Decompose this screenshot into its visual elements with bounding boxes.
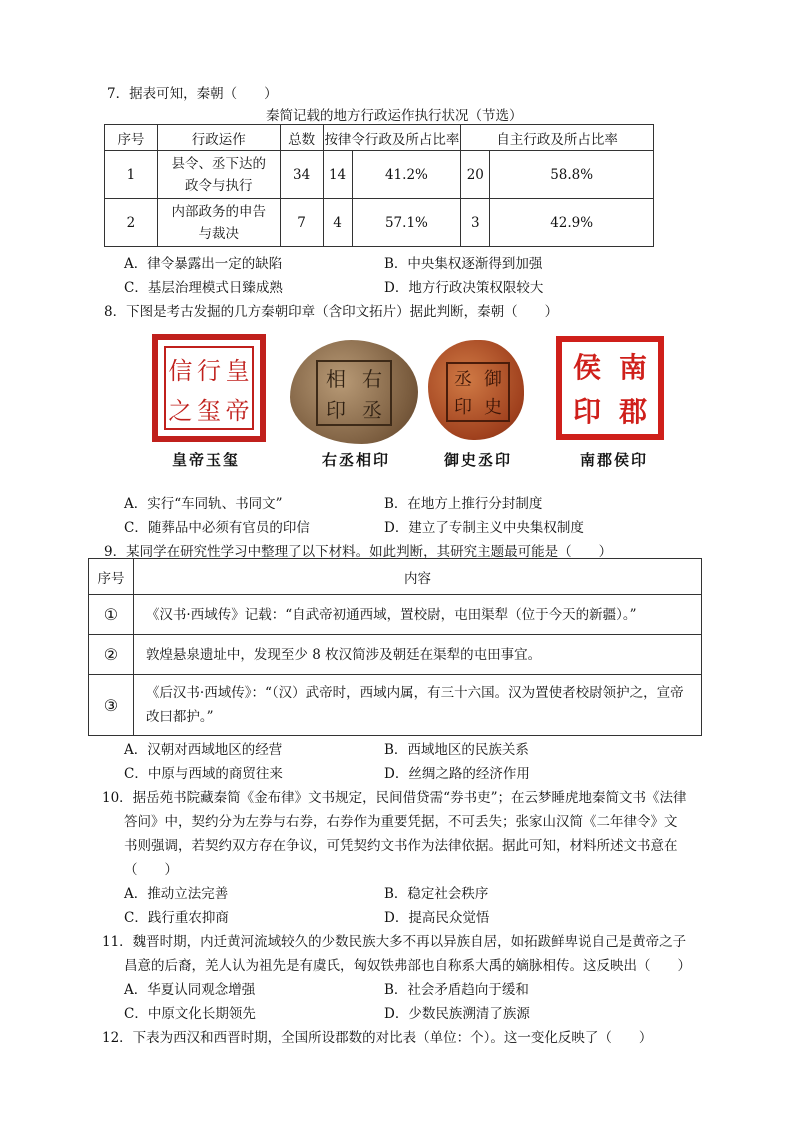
q11-stem-line: 昌意的后裔，羌人认为祖先是有虞氏，匈奴铁弗部也自称系大禹的嫡脉相传。这反映出（ ）: [124, 958, 691, 974]
q7-op-line2: 与裁决: [198, 225, 239, 242]
q7-cell-no: 1: [105, 151, 158, 199]
seal-caption: 御史丞印: [444, 451, 513, 469]
q7-header-autonomous: 自主行政及所占比率: [461, 125, 654, 151]
q7-op-line1: 内部政务的申告: [171, 203, 266, 220]
q9-stem: 9．某同学在研究性学习中整理了以下材料。如此判断，其研究主题最可能是（ ）: [104, 544, 613, 560]
q7-cell-auto-pct: 58.8%: [490, 151, 654, 199]
q9-table: [88, 558, 702, 736]
q10-option-c[interactable]: C．践行重农抑商: [124, 910, 229, 926]
table-row: [89, 635, 702, 675]
q7-option-d[interactable]: D．地方行政决策权限较大: [384, 280, 544, 296]
q7-cell-law-count: 4: [323, 199, 352, 247]
q7-cell-auto-pct: 42.9%: [490, 199, 654, 247]
seal-imperial-jade: [152, 334, 266, 442]
q10-option-a[interactable]: A．推动立法完善: [124, 886, 229, 902]
table-row: [105, 151, 654, 199]
q9-header-no: 序号: [89, 559, 134, 595]
q9-option-a[interactable]: A．汉朝对西域地区的经营: [124, 742, 283, 758]
q10-stem-line: 答问》中，契约分为左券与右券，右券作为重要凭据，不可丢失；张家山汉简《二年律令》文: [124, 814, 678, 830]
seal-right-chancellor: [290, 340, 418, 444]
seal-char: 印: [572, 395, 601, 428]
q10-stem-line: 10．据岳苑书院藏秦简《金布律》文书规定，民间借贷需“券书吏”；在云梦睡虎地秦简文书《法律: [102, 790, 687, 806]
seal-char: 信: [168, 356, 193, 385]
q10-stem-line: 书则强调，若契约双方存在争议，可凭契约文书作为法律依据。据此可知，材料所述文书意在: [124, 838, 678, 854]
q7-option-a[interactable]: A．律令暴露出一定的缺陷: [124, 256, 283, 272]
q7-header-operation: 行政运作: [157, 125, 280, 151]
q7-option-b[interactable]: B．中央集权逐渐得到加强: [384, 256, 543, 272]
q12-stem: 12．下表为西汉和西晋时期，全国所设郡数的对比表（单位：个）。这一变化反映了（ ）: [102, 1030, 653, 1046]
seal-char: 行: [196, 356, 221, 385]
seal-char: 皇: [225, 356, 250, 385]
q9-option-d[interactable]: D．丝绸之路的经济作用: [384, 766, 530, 782]
q7-cell-law-pct: 41.2%: [352, 151, 461, 199]
q7-table-title: 秦简记载的地方行政运作执行状况（节选）: [266, 108, 523, 124]
seal-char: 印: [326, 398, 346, 422]
seal-char: 之: [168, 396, 193, 425]
seal-char: 郡: [618, 395, 647, 428]
q7-cell-law-pct: 57.1%: [352, 199, 461, 247]
seal-char: 御: [484, 369, 502, 390]
q8-stem: 8．下图是考古发掘的几方秦朝印章（含印文拓片）据此判断，秦朝（ ）: [104, 304, 559, 320]
q7-option-c[interactable]: C．基层治理模式日臻成熟: [124, 280, 283, 296]
q10-option-d[interactable]: D．提高民众觉悟: [384, 910, 490, 926]
q9-cell-content: 敦煌悬泉遗址中，发现至少 8 枚汉简涉及朝廷在渠犁的屯田事宜。: [133, 635, 701, 675]
q7-header-total: 总数: [280, 125, 323, 151]
q9-header-content: 内容: [133, 559, 701, 595]
q11-option-d[interactable]: D．少数民族溯清了族源: [384, 1006, 530, 1022]
q9-header-row: [89, 559, 702, 595]
table-row: [89, 595, 702, 635]
q7-op-line2: 政令与执行: [185, 177, 253, 194]
seal-caption: 右丞相印: [322, 451, 391, 469]
q11-option-a[interactable]: A．华夏认同观念增强: [124, 982, 256, 998]
seal-censor-assistant: [428, 340, 524, 440]
q9-cell-content: 《后汉书·西域传》：“（汉）武帝时，西域内属，有三十六国。汉为置使者校尉领护之，宣帝改曰都护。”: [133, 675, 701, 736]
table-row: [105, 199, 654, 247]
q8-option-a[interactable]: A．实行“车同轨、书同文”: [124, 496, 283, 512]
seal-nanjun-marquis: [556, 336, 664, 440]
q11-option-b[interactable]: B．社会矛盾趋向于缓和: [384, 982, 529, 998]
q7-header-row: [105, 125, 654, 151]
seal-char: 丞: [362, 398, 382, 422]
q7-header-no: 序号: [105, 125, 158, 151]
q7-cell-operation: [157, 199, 280, 247]
seal-caption: 南郡侯印: [580, 451, 649, 469]
seal-char: 右: [362, 367, 382, 391]
q7-cell-total: 7: [280, 199, 323, 247]
q8-option-b[interactable]: B．在地方上推行分封制度: [384, 496, 543, 512]
seal-char: 印: [454, 397, 472, 418]
seal-char: 丞: [454, 369, 472, 390]
seal-char: 侯: [572, 351, 601, 384]
q9-cell-content: 《汉书·西域传》记载：“自武帝初通西域，置校尉，屯田渠犁（位于今天的新疆）。”: [133, 595, 701, 635]
q7-op-line1: 县令、丞下达的: [171, 155, 266, 172]
seal-char: 帝: [225, 396, 250, 425]
q10-option-b[interactable]: B．稳定社会秩序: [384, 886, 489, 902]
q10-stem-line: （ ）: [124, 862, 178, 878]
q11-stem-line: 11．魏晋时期，内迁黄河流域较久的少数民族大多不再以异族自居，如拓跋鲜卑说自己是黄帝之子: [102, 934, 687, 950]
q7-cell-auto-count: 3: [461, 199, 490, 247]
q8-option-c[interactable]: C．随葬品中必须有官员的印信: [124, 520, 310, 536]
seal-char: 相: [326, 367, 346, 391]
q7-stem: 7．据表可知，秦朝（ ）: [107, 86, 278, 102]
q9-cell-no: ②: [89, 635, 134, 675]
q7-cell-total: 34: [280, 151, 323, 199]
q7-cell-auto-count: 20: [461, 151, 490, 199]
q8-option-d[interactable]: D．建立了专制主义中央集权制度: [384, 520, 584, 536]
seal-caption: 皇帝玉玺: [172, 451, 241, 469]
table-row: [89, 675, 702, 736]
q11-option-c[interactable]: C．中原文化长期领先: [124, 1006, 256, 1022]
q9-option-c[interactable]: C．中原与西域的商贸往来: [124, 766, 283, 782]
seal-char: 史: [484, 397, 502, 418]
q7-cell-law-count: 14: [323, 151, 352, 199]
q9-cell-no: ③: [89, 675, 134, 736]
q7-header-by-law: 按律令行政及所占比率: [323, 125, 461, 151]
q7-table: [104, 124, 654, 247]
seal-char: 玺: [196, 396, 221, 425]
seal-char: 南: [618, 351, 647, 384]
q7-cell-no: 2: [105, 199, 158, 247]
q9-option-b[interactable]: B．西域地区的民族关系: [384, 742, 529, 758]
q7-cell-operation: [157, 151, 280, 199]
q9-cell-no: ①: [89, 595, 134, 635]
